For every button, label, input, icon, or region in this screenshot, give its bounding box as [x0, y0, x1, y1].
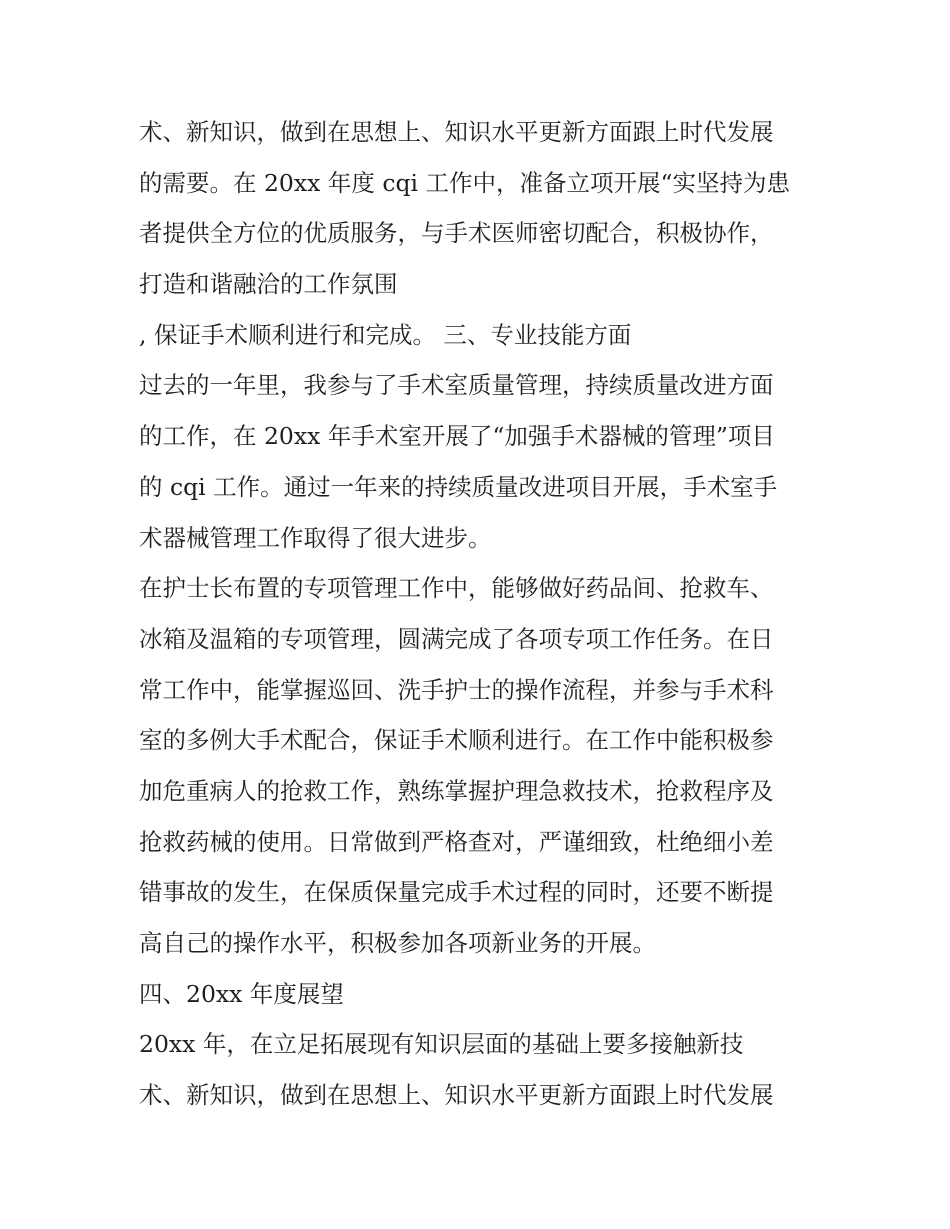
text-line-19: 20xx 年，在立足拓展现有知识层面的基础上要多接触新技	[139, 1030, 744, 1059]
text-line-14: 加危重病人的抢救工作，熟练掌握护理急救技术，抢救程序及	[139, 776, 774, 805]
text-line-3: 者提供全方位的优质服务，与手术医师密切配合，积极协作，	[139, 219, 774, 248]
text-line-20: 术、新知识，做到在思想上、知识水平更新方面跟上时代发展	[139, 1081, 774, 1110]
text-line-10: 在护士长布置的专项管理工作中，能够做好药品间、抢救车、	[139, 574, 774, 603]
text-line-11: 冰箱及温箱的专项管理，圆满完成了各项专项工作任务。在日	[139, 624, 774, 653]
section-heading-outlook: 四、20xx 年度展望	[139, 979, 344, 1008]
text-line-15: 抢救药械的使用。日常做到严格查对，严谨细致，杜绝细小差	[139, 827, 774, 856]
text-line-1: 术、新知识，做到在思想上、知识水平更新方面跟上时代发展	[139, 118, 774, 146]
text-line-8: 的 cqi 工作。通过一年来的持续质量改进项目开展，手术室手	[139, 472, 778, 501]
text-line-4: 打造和谐融洽的工作氛围	[139, 270, 398, 299]
text-line-7: 的工作，在 20xx 年手术室开展了“加强手术器械的管理”项目	[139, 422, 775, 451]
text-line-2: 的需要。在 20xx 年度 cqi 工作中，准备立项开展“实坚持为患	[139, 168, 791, 197]
body-text	[139, 107, 829, 1121]
text-line-5: , 保证手术顺利进行和完成。 三、专业技能方面	[139, 320, 632, 349]
text-line-6: 过去的一年里，我参与了手术室质量管理，持续质量改进方面	[139, 371, 774, 400]
text-line-9: 术器械管理工作取得了很大进步。	[139, 523, 492, 552]
text-line-16: 错事故的发生，在保质保量完成手术过程的同时，还要不断提	[139, 878, 774, 907]
text-line-12: 常工作中，能掌握巡回、洗手护士的操作流程，并参与手术科	[139, 675, 774, 704]
text-line-13: 室的多例大手术配合，保证手术顺利进行。在工作中能积极参	[139, 726, 774, 755]
text-line-17: 高自己的操作水平，积极参加各项新业务的开展。	[139, 929, 656, 957]
